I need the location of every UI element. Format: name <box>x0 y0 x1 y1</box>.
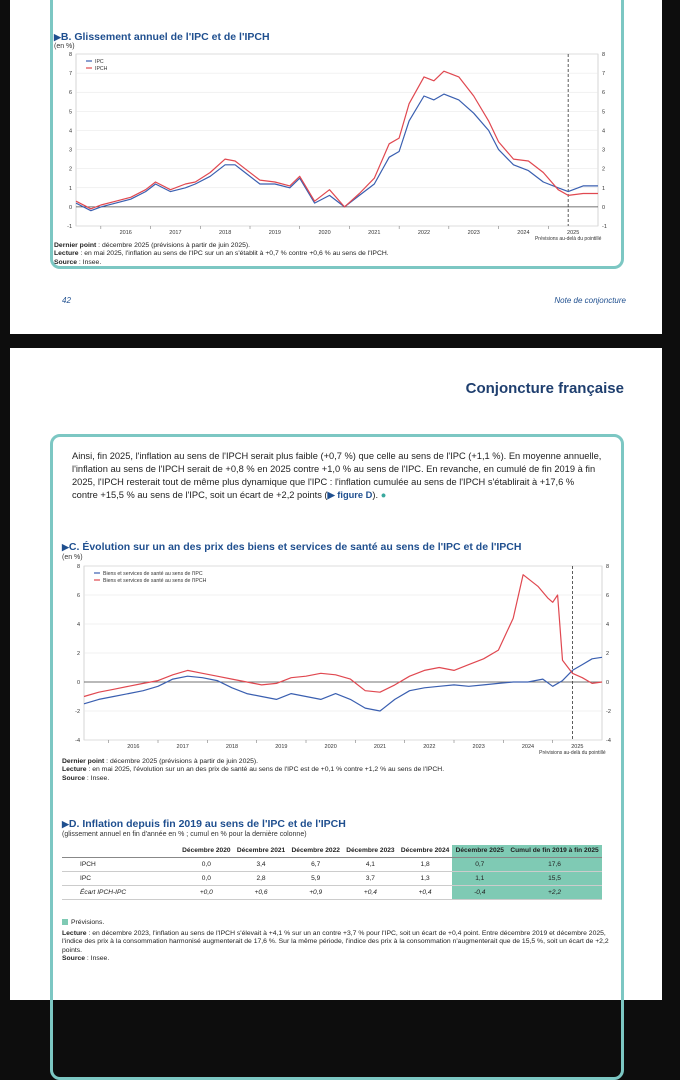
series-line-ipch <box>84 575 602 697</box>
y-tick-label-left: 0 <box>68 204 72 211</box>
y-tick-label-left: 2 <box>68 166 72 173</box>
y-tick-label-left: -1 <box>67 224 72 230</box>
legend-label: IPC <box>95 59 104 65</box>
x-tick-label: 2021 <box>373 744 387 750</box>
y-tick-label-right: 1 <box>602 185 606 192</box>
y-tick-label-right: -2 <box>606 709 611 715</box>
legend-label: Biens et services de santé au sens de l'IPCH <box>103 578 207 584</box>
source-note: Source : Insee. <box>54 258 102 266</box>
y-tick-label-left: 4 <box>76 622 80 628</box>
figure-d-link[interactable]: ▶ figure D <box>327 490 373 500</box>
section-title: Conjoncture française <box>465 380 624 397</box>
paragraph: Ainsi, fin 2025, l'inflation au sens de l'IPCH serait plus faible (+0,7 %) que celle au sens de l'IPC (+1,1 %). En moyenne annuelle, l'inflation au sens de l'IPCH serait de +0,8 % en 2025 contre +1,0 % au sens de l'IPC. En revanche, en cumulé de fin 2019 à fin 2025, l'IPCH resterait tout de même plus dynamique que l'IPC : l'inflation cumulée au sens de l'IPCH s'établirait à +17,6 % contre +15,5 % au sens de l'IPC, soit un écart de +2,2 points (▶ figure D). ● <box>72 451 602 500</box>
table-cell: 0,7 <box>452 858 507 872</box>
legend-label: Biens et services de santé au sens de l'IPC <box>103 571 203 577</box>
x-tick-label: 2021 <box>368 230 381 236</box>
y-tick-label-left: 0 <box>76 680 80 686</box>
content-frame <box>50 434 624 1080</box>
dernier-point-note: Dernier point : décembre 2025 (prévisions à partir de juin 2025). <box>62 758 259 765</box>
table-cell: 15,5 <box>507 872 602 886</box>
y-tick-label-left: -4 <box>75 738 80 744</box>
forecast-legend-swatch <box>62 919 68 925</box>
x-tick-label: 2020 <box>318 230 331 236</box>
y-tick-label-right: 0 <box>602 204 606 211</box>
lecture-note: Lecture : en décembre 2023, l'inflation au sens de l'IPCH s'élevait à +4,1 % sur un an contre +3,7 % pour l'IPC, soit un écart de +0,4 point. Entre décembre 2019 et décembre 2025, l'indice des prix à la consommation harmonisé augmenterait de 17,6 %. Sur la même période, l'indice des prix à la consommation n'augmenterait que de 15,5 %, soit un écart de +2,2 points. <box>62 930 609 954</box>
figure-d-subtitle: (glissement annuel en fin d'année en % ; cumul en % pour la dernière colonne) <box>62 831 307 838</box>
x-tick-label: 2019 <box>275 744 288 750</box>
y-tick-label-left: -2 <box>75 709 80 715</box>
x-tick-label: 2025 <box>571 744 584 750</box>
figure-b-notes <box>54 242 614 267</box>
table-row <box>62 872 602 886</box>
x-tick-label: 2024 <box>521 744 535 750</box>
x-tick-label: 2023 <box>472 744 485 750</box>
figure-b-chart <box>54 48 614 242</box>
forecast-legend: Prévisions. <box>62 919 104 927</box>
table-cell: 17,6 <box>507 858 602 872</box>
y-tick-label-left: 8 <box>76 564 80 570</box>
table-cell: -0,4 <box>452 886 507 900</box>
figure-c-chart <box>62 560 618 756</box>
figure-b-unit: (en %) <box>54 43 75 50</box>
end-dot-icon: ● <box>380 490 387 500</box>
table-cell: 3,4 <box>234 858 289 872</box>
y-tick-label-right: 2 <box>606 651 610 657</box>
row-label: Écart IPCH-IPC <box>62 886 179 900</box>
report-page-42 <box>10 0 662 334</box>
row-label: IPC <box>62 872 179 886</box>
figure-c-notes <box>62 758 618 783</box>
lecture-note: Lecture : en mai 2025, l'évolution sur un an des prix de santé au sens de l'IPC est de +0,1 % contre +1,2 % au sens de l'IPCH. <box>62 766 445 774</box>
triangle-marker-icon: ▶ <box>62 542 69 552</box>
page-number: 42 <box>62 296 71 305</box>
figure-c-title-text: C. Évolution sur un an des prix des biens et services de santé au sens de l'IPC et de l'IPCH <box>68 541 522 553</box>
table-header: Décembre 2022 <box>288 845 343 858</box>
x-tick-label: 2023 <box>467 230 480 236</box>
y-tick-label-right: 3 <box>602 147 606 154</box>
table-cell: 1,3 <box>398 872 453 886</box>
plot-frame <box>76 54 598 226</box>
y-tick-label-right: -4 <box>606 738 611 744</box>
table-cell: +0,6 <box>234 886 289 900</box>
y-tick-label-left: 1 <box>68 185 72 192</box>
triangle-marker-icon: ▶ <box>54 32 61 42</box>
y-tick-label-right: -1 <box>602 224 607 230</box>
x-tick-label: 2018 <box>225 744 239 750</box>
table-header: Décembre 2023 <box>343 845 398 858</box>
dernier-point-note: Dernier point : décembre 2025 (prévisions à partir de juin 2025). <box>54 242 251 249</box>
y-tick-label-right: 0 <box>606 680 610 686</box>
x-tick-label: 2018 <box>219 230 232 236</box>
table-corner <box>62 845 179 858</box>
x-tick-label: 2017 <box>176 744 189 750</box>
table-cell: 5,9 <box>288 872 343 886</box>
y-tick-label-right: 8 <box>606 564 610 570</box>
table-cell: 0,0 <box>179 872 234 886</box>
table-cell: +0,4 <box>343 886 398 900</box>
table-header: Décembre 2025 <box>452 845 507 858</box>
legend-label: IPCH <box>95 66 108 72</box>
y-tick-label-left: 7 <box>68 71 72 78</box>
y-tick-label-right: 7 <box>602 71 606 78</box>
table-cell: 0,0 <box>179 858 234 872</box>
y-tick-label-right: 2 <box>602 166 606 173</box>
table-cell: +0,0 <box>179 886 234 900</box>
x-tick-label: 2024 <box>517 230 530 236</box>
table-header: Décembre 2021 <box>234 845 289 858</box>
triangle-marker-icon: ▶ <box>62 819 69 829</box>
x-tick-label: 2019 <box>268 230 281 236</box>
y-tick-label-right: 4 <box>602 128 606 135</box>
table-header: Décembre 2024 <box>398 845 453 858</box>
table-cell: +0,4 <box>398 886 453 900</box>
report-page-43 <box>10 348 662 1000</box>
table-header: Décembre 2020 <box>179 845 234 858</box>
figure-b-title <box>54 31 270 43</box>
y-tick-label-right: 6 <box>602 90 606 97</box>
table-cell: 3,7 <box>343 872 398 886</box>
table-cell: +0,9 <box>288 886 343 900</box>
y-tick-label-left: 5 <box>68 109 72 116</box>
source-note: Source : Insee. <box>62 955 110 963</box>
source-note: Source : Insee. <box>62 774 110 782</box>
y-tick-label-left: 6 <box>68 90 72 97</box>
figure-d-table <box>62 845 602 900</box>
y-tick-label-right: 4 <box>606 622 610 628</box>
table-row <box>62 886 602 900</box>
row-label: IPCH <box>62 858 179 872</box>
table-cell: 2,8 <box>234 872 289 886</box>
y-tick-label-right: 6 <box>606 593 610 599</box>
table-row <box>62 858 602 872</box>
figure-d-title <box>62 818 346 830</box>
forecast-note: Prévisions au-delà du pointillé <box>534 236 602 242</box>
x-tick-label: 2020 <box>324 744 337 750</box>
y-tick-label-left: 8 <box>68 52 72 58</box>
x-tick-label: 2016 <box>119 230 132 236</box>
y-tick-label-right: 5 <box>602 109 606 116</box>
table-cell: 1,1 <box>452 872 507 886</box>
y-tick-label-left: 4 <box>68 128 72 135</box>
table-header: Cumul de fin 2019 à fin 2025 <box>507 845 602 858</box>
y-tick-label-left: 6 <box>76 593 80 599</box>
table-cell: 6,7 <box>288 858 343 872</box>
table-cell: 1,8 <box>398 858 453 872</box>
figure-b-title-text: B. Glissement annuel de l'IPC et de l'IPCH <box>60 31 270 43</box>
series-line-ipc <box>84 657 602 711</box>
forecast-note: Prévisions au-delà du pointillé <box>539 750 606 756</box>
figure-d-title-text: D. Inflation depuis fin 2019 au sens de l'IPC et de l'IPCH <box>68 818 346 830</box>
x-tick-label: 2022 <box>423 744 436 750</box>
series-line-ipc <box>76 94 598 211</box>
y-tick-label-right: 8 <box>602 52 606 58</box>
x-tick-label: 2022 <box>417 230 431 236</box>
x-tick-label: 2025 <box>567 230 580 236</box>
figure-d-notes <box>62 930 614 964</box>
publication-name: Note de conjoncture <box>554 296 626 305</box>
table-cell: 4,1 <box>343 858 398 872</box>
series-line-ipch <box>76 71 598 209</box>
x-tick-label: 2017 <box>169 230 182 236</box>
x-tick-label: 2016 <box>127 744 140 750</box>
figure-c-title <box>62 541 521 553</box>
lecture-note: Lecture : en mai 2025, l'inflation au sens de l'IPC sur un an s'établit à +0,7 % contre +0,6 % au sens de l'IPCH. <box>54 250 389 258</box>
y-tick-label-left: 3 <box>68 147 72 154</box>
y-tick-label-left: 2 <box>76 651 80 657</box>
table-cell: +2,2 <box>507 886 602 900</box>
figure-c-unit: (en %) <box>62 554 83 561</box>
